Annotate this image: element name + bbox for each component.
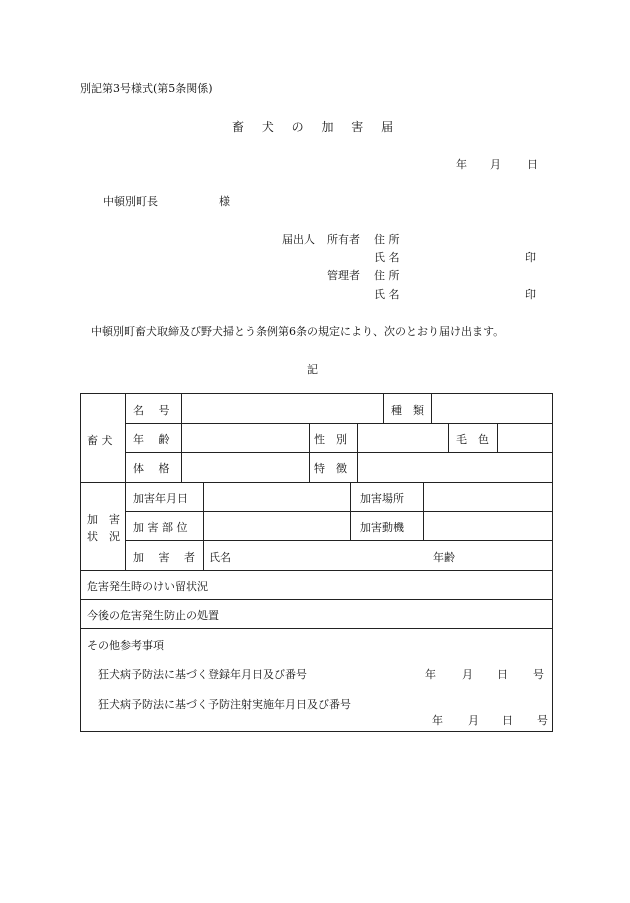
- manager-name-label: 氏 名: [374, 288, 400, 301]
- harmer-age-label: 年齢: [433, 551, 455, 564]
- rabies-registration-year: 年: [425, 668, 436, 681]
- owner-name-label: 氏 名: [374, 251, 400, 264]
- prevent-label: 今後の危害発生防止の処置: [87, 609, 219, 622]
- harm-date-label: 加害年月日: [133, 492, 188, 505]
- harm-motive-field[interactable]: [424, 512, 552, 539]
- detain-label: 危害発生時のけい留状況: [87, 580, 208, 593]
- addressee: 中頓別町長: [103, 195, 158, 208]
- harmer-name-label: 氏名: [209, 551, 231, 564]
- harm-place-label: 加害場所: [360, 492, 404, 505]
- age-field[interactable]: [182, 424, 308, 451]
- owner-label: 所有者: [327, 233, 360, 246]
- owner-seal: 印: [525, 251, 536, 264]
- coat-field[interactable]: [498, 424, 552, 451]
- sex-label: 性 別: [314, 433, 347, 446]
- rabies-registration-month: 月: [462, 668, 473, 681]
- manager-seal: 印: [525, 288, 536, 301]
- manager-label: 管理者: [327, 269, 360, 282]
- age-label: 年 齢: [133, 433, 170, 446]
- harm-motive-label: 加害動機: [360, 521, 404, 534]
- date-day: 日: [527, 158, 538, 171]
- manager-address-label: 住 所: [374, 269, 400, 282]
- dog-name-field[interactable]: [182, 395, 382, 422]
- build-label: 体 格: [133, 462, 170, 475]
- breed-field[interactable]: [432, 395, 552, 422]
- harm-part-label: 加 害 部 位: [133, 521, 188, 534]
- dog-name-label: 名 号: [133, 404, 170, 417]
- harm-report-table: [80, 393, 553, 732]
- sex-field[interactable]: [358, 424, 447, 451]
- harm-section-label-2: 状 況: [87, 530, 120, 543]
- rabies-vaccination-month: 月: [468, 714, 479, 727]
- owner-address-label: 住 所: [374, 233, 400, 246]
- other-label: その他参考事項: [87, 639, 164, 652]
- page-title: 畜 犬 の 加 害 届: [232, 120, 394, 134]
- date-year: 年: [456, 158, 467, 171]
- harm-date-field[interactable]: [204, 483, 349, 510]
- rabies-vaccination-number: 号: [537, 714, 548, 727]
- build-field[interactable]: [182, 453, 308, 481]
- filer-label: 届出人: [282, 233, 315, 246]
- rabies-registration-number: 号: [533, 668, 544, 681]
- rabies-vaccination-label: 狂犬病予防法に基づく予防注射実施年月日及び番号: [98, 698, 351, 711]
- harm-section-label-1: 加 害: [87, 513, 120, 526]
- harm-part-field[interactable]: [204, 512, 349, 539]
- harmer-label: 加 害 者: [133, 551, 195, 564]
- breed-label: 種 類: [391, 404, 424, 417]
- date-month: 月: [490, 158, 501, 171]
- rabies-registration-day: 日: [497, 668, 508, 681]
- feature-field[interactable]: [358, 453, 552, 481]
- harm-place-field[interactable]: [424, 483, 552, 510]
- feature-label: 特 徴: [314, 462, 347, 475]
- dog-section-label: 畜 犬: [87, 434, 113, 447]
- form-reference: 別記第3号様式(第5条関係): [80, 82, 213, 95]
- rabies-registration-label: 狂犬病予防法に基づく登録年月日及び番号: [98, 668, 307, 681]
- rabies-vaccination-year: 年: [432, 714, 443, 727]
- coat-label: 毛 色: [456, 433, 489, 446]
- body-text: 中頓別町畜犬取締及び野犬掃とう条例第6条の規定により、次のとおり届け出ます。: [91, 325, 505, 338]
- addressee-suffix: 様: [219, 195, 230, 208]
- rabies-vaccination-day: 日: [502, 714, 513, 727]
- ki-label: 記: [307, 363, 318, 376]
